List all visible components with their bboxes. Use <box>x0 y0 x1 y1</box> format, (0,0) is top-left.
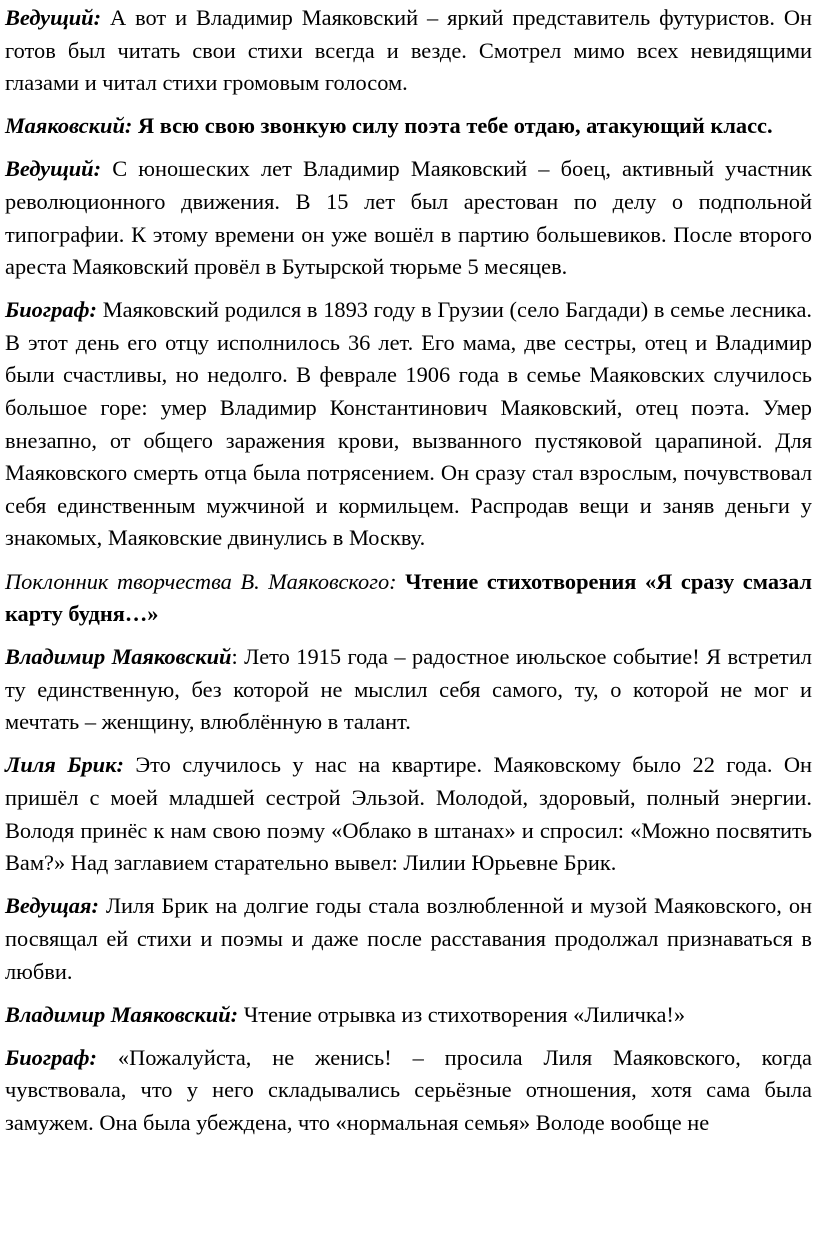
dialogue-paragraph <box>5 110 812 143</box>
paragraph-text: Чтение отрывка из стихотворения «Лиличка!» <box>238 1001 686 1027</box>
speaker-label: Владимир Маяковский: <box>5 1001 239 1027</box>
paragraph-text: : Лето 1915 года – радостное июльское событие! Я встретил ту единственную, без которой не мыслил себя самого, ту, о которой не мог и мечтать – женщину, влюблённую в талант. <box>5 644 812 735</box>
speaker-label: Биограф: <box>5 297 98 323</box>
speaker-label: Ведущий: <box>5 156 102 182</box>
paragraph-text: Это случилось у нас на квартире. Маяковскому было 22 года. Он пришёл с моей младшей сестрой Эльзой. Молодой, здоровый, полный энергии. Володя принёс к нам свою поэму «Облако в штанах» и спросил: «Можно посвятить Вам?» Над заглавием старательно вывел: Лилии Юрьевне Брик. <box>5 752 812 876</box>
dialogue-paragraph <box>5 641 812 739</box>
speaker-label: Поклонник творчества В. Маяковского: <box>5 568 397 594</box>
paragraph-text: Я всю свою звонкую силу поэта тебе отдаю, атакующий класс. <box>132 113 773 139</box>
paragraph-text: Чтение стихотворения «Я сразу смазал карту будня…» <box>5 568 812 627</box>
speaker-label: Владимир Маяковский <box>5 644 232 670</box>
dialogue-paragraph <box>5 999 812 1032</box>
paragraph-text: «Пожалуйста, не женись! – просила Лиля Маяковского, когда чувствовала, что у него складывались серьёзные отношения, хотя сама была замужем. Она была убеждена, что «нормальная семья» Володе вообще не <box>5 1044 812 1135</box>
paragraph-text: А вот и Владимир Маяковский – яркий представитель футуристов. Он готов был читать свои стихи всегда и везде. Смотрел мимо всех невидящими глазами и читал стихи громовым голосом. <box>5 5 812 96</box>
dialogue-paragraph <box>5 1042 812 1140</box>
dialogue-paragraph <box>5 890 812 988</box>
speaker-label: Лиля Брик: <box>5 752 124 778</box>
speaker-label: Биограф: <box>5 1044 98 1070</box>
dialogue-paragraph <box>5 749 812 879</box>
paragraph-text: Маяковский родился в 1893 году в Грузии (село Багдади) в семье лесника. В этот день его отцу исполнилось 36 лет. Его мама, две сестры, отец и Владимир были счастливы, но недолго. В феврале 1906 года в семье Маяковских случилось большое горе: умер Владимир Константинович Маяковский, отец поэта. Умер внезапно, от общего заражения крови, вызванного пустяковой царапиной. Для Маяковского смерть отца была потрясением. Он сразу стал взрослым, почувствовал себя единственным мужчиной и кормильцем. Распродав вещи и заняв деньги у знакомых, Маяковские двинулись в Москву. <box>5 297 812 551</box>
dialogue-paragraph <box>5 566 812 631</box>
dialogue-paragraph <box>5 294 812 555</box>
dialogue-paragraph <box>5 153 812 283</box>
speaker-label: Ведущая: <box>5 893 99 919</box>
speaker-label: Маяковский: <box>5 113 133 139</box>
paragraph-text: С юношеских лет Владимир Маяковский – боец, активный участник революционного движения. В 15 лет был арестован по делу о подпольной типографии. К этому времени он уже вошёл в партию большевиков. После второго ареста Маяковский провёл в Бутырской тюрьме 5 месяцев. <box>5 156 812 280</box>
speaker-label: Ведущий: <box>5 5 102 30</box>
dialogue-paragraph <box>5 2 812 100</box>
paragraph-text: Лиля Брик на долгие годы стала возлюбленной и музой Маяковского, он посвящал ей стихи и поэмы и даже после расставания продолжал признаваться в любви. <box>5 893 812 984</box>
